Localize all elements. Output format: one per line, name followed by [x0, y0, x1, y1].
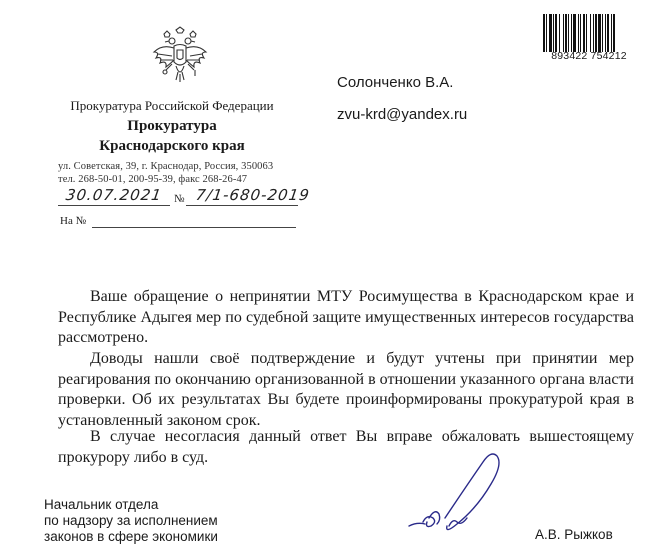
- body-paragraph-3: В случае несогласия данный ответ Вы вправе обжаловать вышестоящему прокурору либо в суд.: [58, 428, 634, 466]
- barcode-bar: [590, 14, 591, 52]
- barcode-bar: [568, 14, 569, 52]
- number-underline: [186, 205, 298, 206]
- barcode-bar: [546, 14, 547, 52]
- barcode-bar: [549, 14, 552, 52]
- barcode-number: 893422 754212: [551, 50, 627, 62]
- date-underline: [58, 205, 170, 206]
- agency-name-line-1: Прокуратура: [127, 118, 217, 134]
- agency-address: ул. Советская, 39, г. Краснодар, Россия, 350063: [58, 161, 274, 172]
- agency-name-line-2: Краснодарского края: [99, 138, 245, 154]
- body-paragraph-2: Доводы нашли своё подтверждение и будут учтены при принятии мер реагирования по окончанию организованной в отношении указанного органа власти проверки. Об их результатах Вы будете проинформированы прокуратурой края в установленный законом срок.: [58, 350, 634, 429]
- barcode-bar: [565, 14, 567, 52]
- barcode-bar: [583, 14, 585, 52]
- barcode-bar: [580, 14, 581, 52]
- recipient-email: zvu-krd@yandex.ru: [337, 106, 468, 123]
- barcode: [543, 14, 633, 52]
- barcode-bar: [578, 14, 579, 52]
- barcode-bar: [553, 14, 554, 52]
- registration-date: 30.07.2021: [64, 186, 164, 204]
- barcode-bar: [607, 14, 609, 52]
- barcode-bar: [595, 14, 597, 52]
- parent-agency: Прокуратура Российской Федерации: [70, 98, 274, 113]
- barcode-bar: [613, 14, 615, 52]
- coat-of-arms-emblem: [150, 26, 210, 90]
- barcode-bar: [611, 14, 612, 52]
- recipient-name: Солонченко В.А.: [337, 74, 454, 91]
- signer-name: А.В. Рыжков: [535, 527, 613, 542]
- reference-number-label: На №: [60, 215, 87, 227]
- body-paragraph-1: Ваше обращение о непринятии МТУ Росимущества в Краснодарском крае и Республике Адыгея мер по судебной защите имущественных интересов государства рассмотрено.: [58, 288, 634, 346]
- barcode-bar: [571, 14, 572, 52]
- registration-number: 7/1-680-2019: [194, 186, 312, 204]
- barcode-bar: [543, 14, 545, 52]
- barcode-bar: [593, 14, 594, 52]
- barcode-bar: [586, 14, 587, 52]
- barcode-bar: [559, 14, 560, 52]
- barcode-bar: [605, 14, 606, 52]
- barcode-bar: [555, 14, 557, 52]
- barcode-bar: [602, 14, 603, 52]
- registration-number-label: №: [174, 193, 185, 205]
- barcode-bar: [563, 14, 564, 52]
- barcode-bar: [598, 14, 601, 52]
- signer-title-line-1: Начальник отдела: [44, 497, 159, 512]
- agency-phones: тел. 268-50-01, 200-95-39, факс 268-26-47: [58, 174, 248, 185]
- signer-title-line-2: по надзору за исполнением: [44, 513, 218, 528]
- handwritten-signature: [405, 448, 525, 538]
- reference-underline: [92, 227, 296, 228]
- barcode-bar: [573, 14, 576, 52]
- signer-title-line-3: законов в сфере экономики: [44, 529, 218, 544]
